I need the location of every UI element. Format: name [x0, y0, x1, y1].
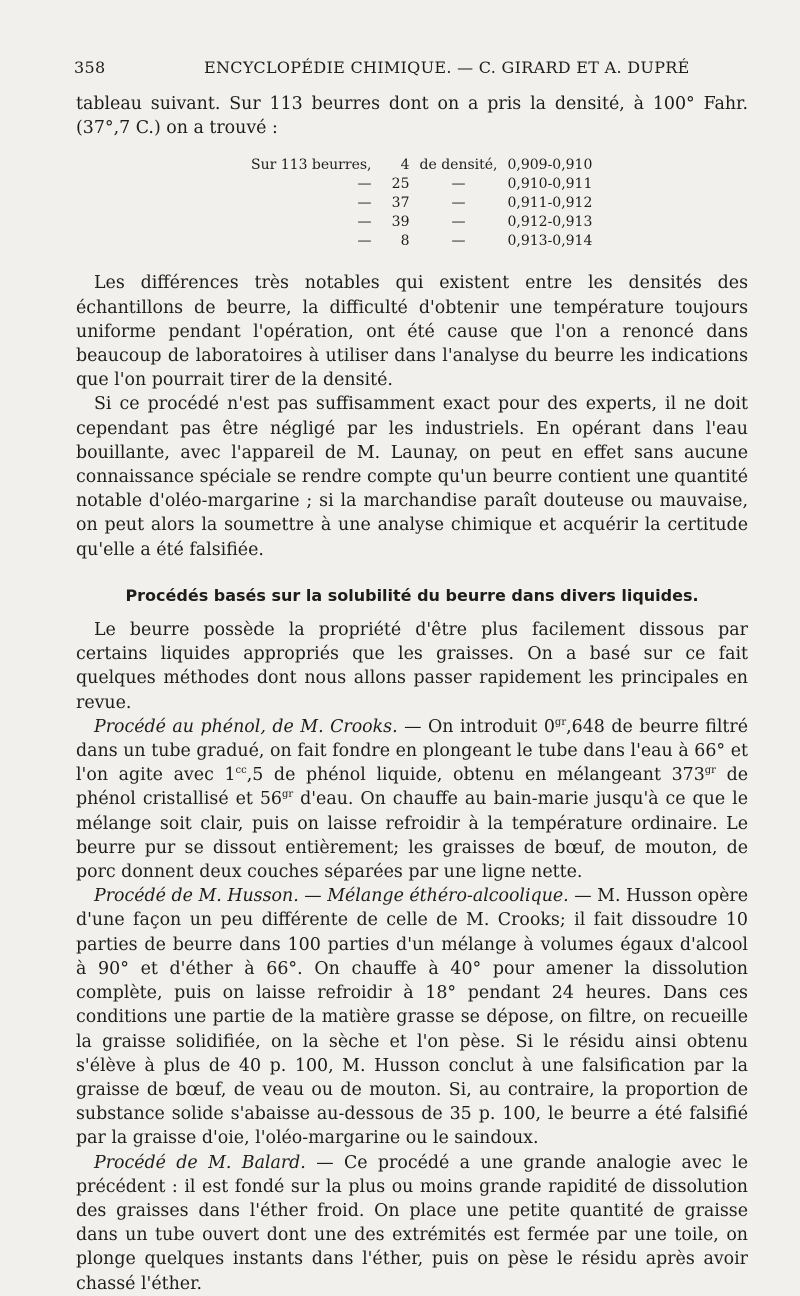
density-range: 0,909-0,910: [507, 157, 593, 174]
husson-title: Procédé de M. Husson.: [94, 886, 299, 907]
density-label: Sur 113 beurres,: [251, 157, 372, 174]
paragraph-husson: [76, 884, 748, 1150]
paragraph-launay: Si ce procédé n'est pas suffisamment exact pour des experts, il ne doit cependant pas être négligé par les industriels. En opérant dans l'eau bouillante, avec l'appareil de M. Launay, on peut en effet sans aucune connaissance spéciale se rendre compte qu'un beurre contient une quantité notable d'oléo-margarine ; si la marchandise paraît douteuse ou mauvaise, on peut alors la soumettre à une analyse chimique et acquérir la certitude qu'elle a été falsifiée.: [76, 394, 748, 560]
density-label: —: [357, 195, 372, 212]
intro-paragraph: tableau suivant. Sur 113 beurres dont on a pris la densité, à 100° Fahr. (37°,7 C.) on a trouvé :: [76, 94, 748, 139]
density-sep: —: [451, 176, 466, 193]
density-count: 39: [391, 214, 410, 231]
section-heading: Procédés basés sur la solubilité du beurre dans divers liquides.: [125, 585, 699, 605]
density-row: [246, 194, 597, 213]
crooks-text-3: ,5 de phénol liquide, obtenu en mélangeant 373: [246, 765, 705, 786]
paragraph-solubilite: Le beurre possède la propriété d'être plus facilement dissous par certains liquides appropriés que les graisses. On a basé sur ce fait quelques méthodes dont nous allons passer rapidement les principales en revue.: [76, 620, 748, 713]
density-sep: —: [451, 214, 466, 231]
balard-text: — Ce procédé a une grande analogie avec le précédent : il est fondé sur la plus ou moins grande rapidité de dissolution des graisses dans l'éther froid. On place une petite quantité de graisse dans un tube ouvert dont une des extrémités est fermée par une toile, on plonge quelques instants dans l'éther, puis on pèse le résidu après avoir chassé l'éther.: [76, 1152, 748, 1294]
crooks-title: Procédé au phénol, de M. Crooks.: [94, 716, 398, 737]
density-range: 0,911-0,912: [507, 195, 593, 212]
running-head: ENCYCLOPÉDIE CHIMIQUE. — C. GIRARD ET A. DUPRÉ: [204, 58, 690, 77]
crooks-text-4: de phénol cristallisé et 56: [76, 765, 749, 810]
density-sep: —: [451, 233, 466, 250]
density-range: 0,912-0,913: [507, 214, 593, 231]
density-count: 37: [391, 195, 410, 212]
crooks-sup-3: gr: [704, 765, 716, 777]
crooks-sup-4: gr: [281, 789, 294, 801]
crooks-text-1: — On introduit 0: [397, 716, 555, 737]
density-label: —: [357, 214, 372, 231]
density-row: [246, 156, 597, 175]
density-row: [246, 232, 597, 251]
balard-title: Procédé de M. Balard.: [94, 1152, 306, 1173]
density-row: [246, 175, 597, 194]
density-count: 25: [391, 176, 410, 193]
husson-subtitle: Mélange éthéro-alcoolique.: [327, 886, 569, 907]
paragraph-balard: [76, 1151, 748, 1296]
husson-text: — M. Husson opère d'une façon un peu différente de celle de M. Crooks; il fait dissoudre 10 parties de beurre dans 100 parties d'un mélange à volumes égaux d'alcool à 90° et d'éther à 66°. On chauffe à 40° pour amener la dissolution complète, puis on laisse refroidir à 18° pendant 24 heures. Dans ces conditions une partie de la matière grasse se dépose, on filtre, on recueille la graisse solidifiée, on la sèche et l'on pèse. Si le résidu ainsi obtenu s'élève à plus de 40 p. 100, M. Husson conclut à une falsification par la graisse de bœuf, de veau ou de mouton. Si, au contraire, la proportion de substance solide s'abaisse au-dessous de 35 p. 100, le beurre a été falsifié par la graisse d'oie, l'oléo-margarine ou le saindoux.: [76, 886, 748, 1149]
page-number: 358: [74, 58, 106, 77]
density-sep: de densité,: [419, 157, 498, 174]
crooks-sup-2: cc: [235, 765, 247, 777]
crooks-sup-1: gr: [554, 717, 567, 729]
density-count: 8: [400, 233, 410, 250]
crooks-text-5: d'eau. On chauffe au bain-marie jusqu'à ce que le mélange soit clair, puis on laisse refroidir à la température ordinaire. Le beurre pur se dissout entièrement; les graisses de bœuf, de mouton, de porc donnent deux couches séparées par une ligne nette.: [76, 789, 748, 883]
density-range: 0,913-0,914: [507, 233, 593, 250]
husson-dash: —: [298, 886, 328, 907]
page-body: [76, 92, 748, 1296]
density-table-body: [246, 156, 597, 251]
paragraph-crooks: [76, 715, 748, 884]
crooks-text-2: ,648 de beurre filtré dans un tube gradué, on fait fondre en plongeant le tube dans l'eau à 66° et l'on agite avec 1: [76, 716, 749, 786]
density-row: [246, 213, 597, 232]
density-range: 0,910-0,911: [507, 176, 593, 193]
density-count: 4: [400, 157, 410, 174]
paragraph-densite: Les différences très notables qui existent entre les densités des échantillons de beurre, la difficulté d'obtenir une température toujours uniforme pendant l'opération, ont été cause que l'on a renoncé dans beaucoup de laboratoires à utiliser dans l'analyse du beurre les indications que l'on pourrait tirer de la densité.: [76, 273, 748, 391]
density-label: —: [357, 233, 372, 250]
density-table: [246, 156, 597, 251]
density-sep: —: [451, 195, 466, 212]
density-label: —: [357, 176, 372, 193]
